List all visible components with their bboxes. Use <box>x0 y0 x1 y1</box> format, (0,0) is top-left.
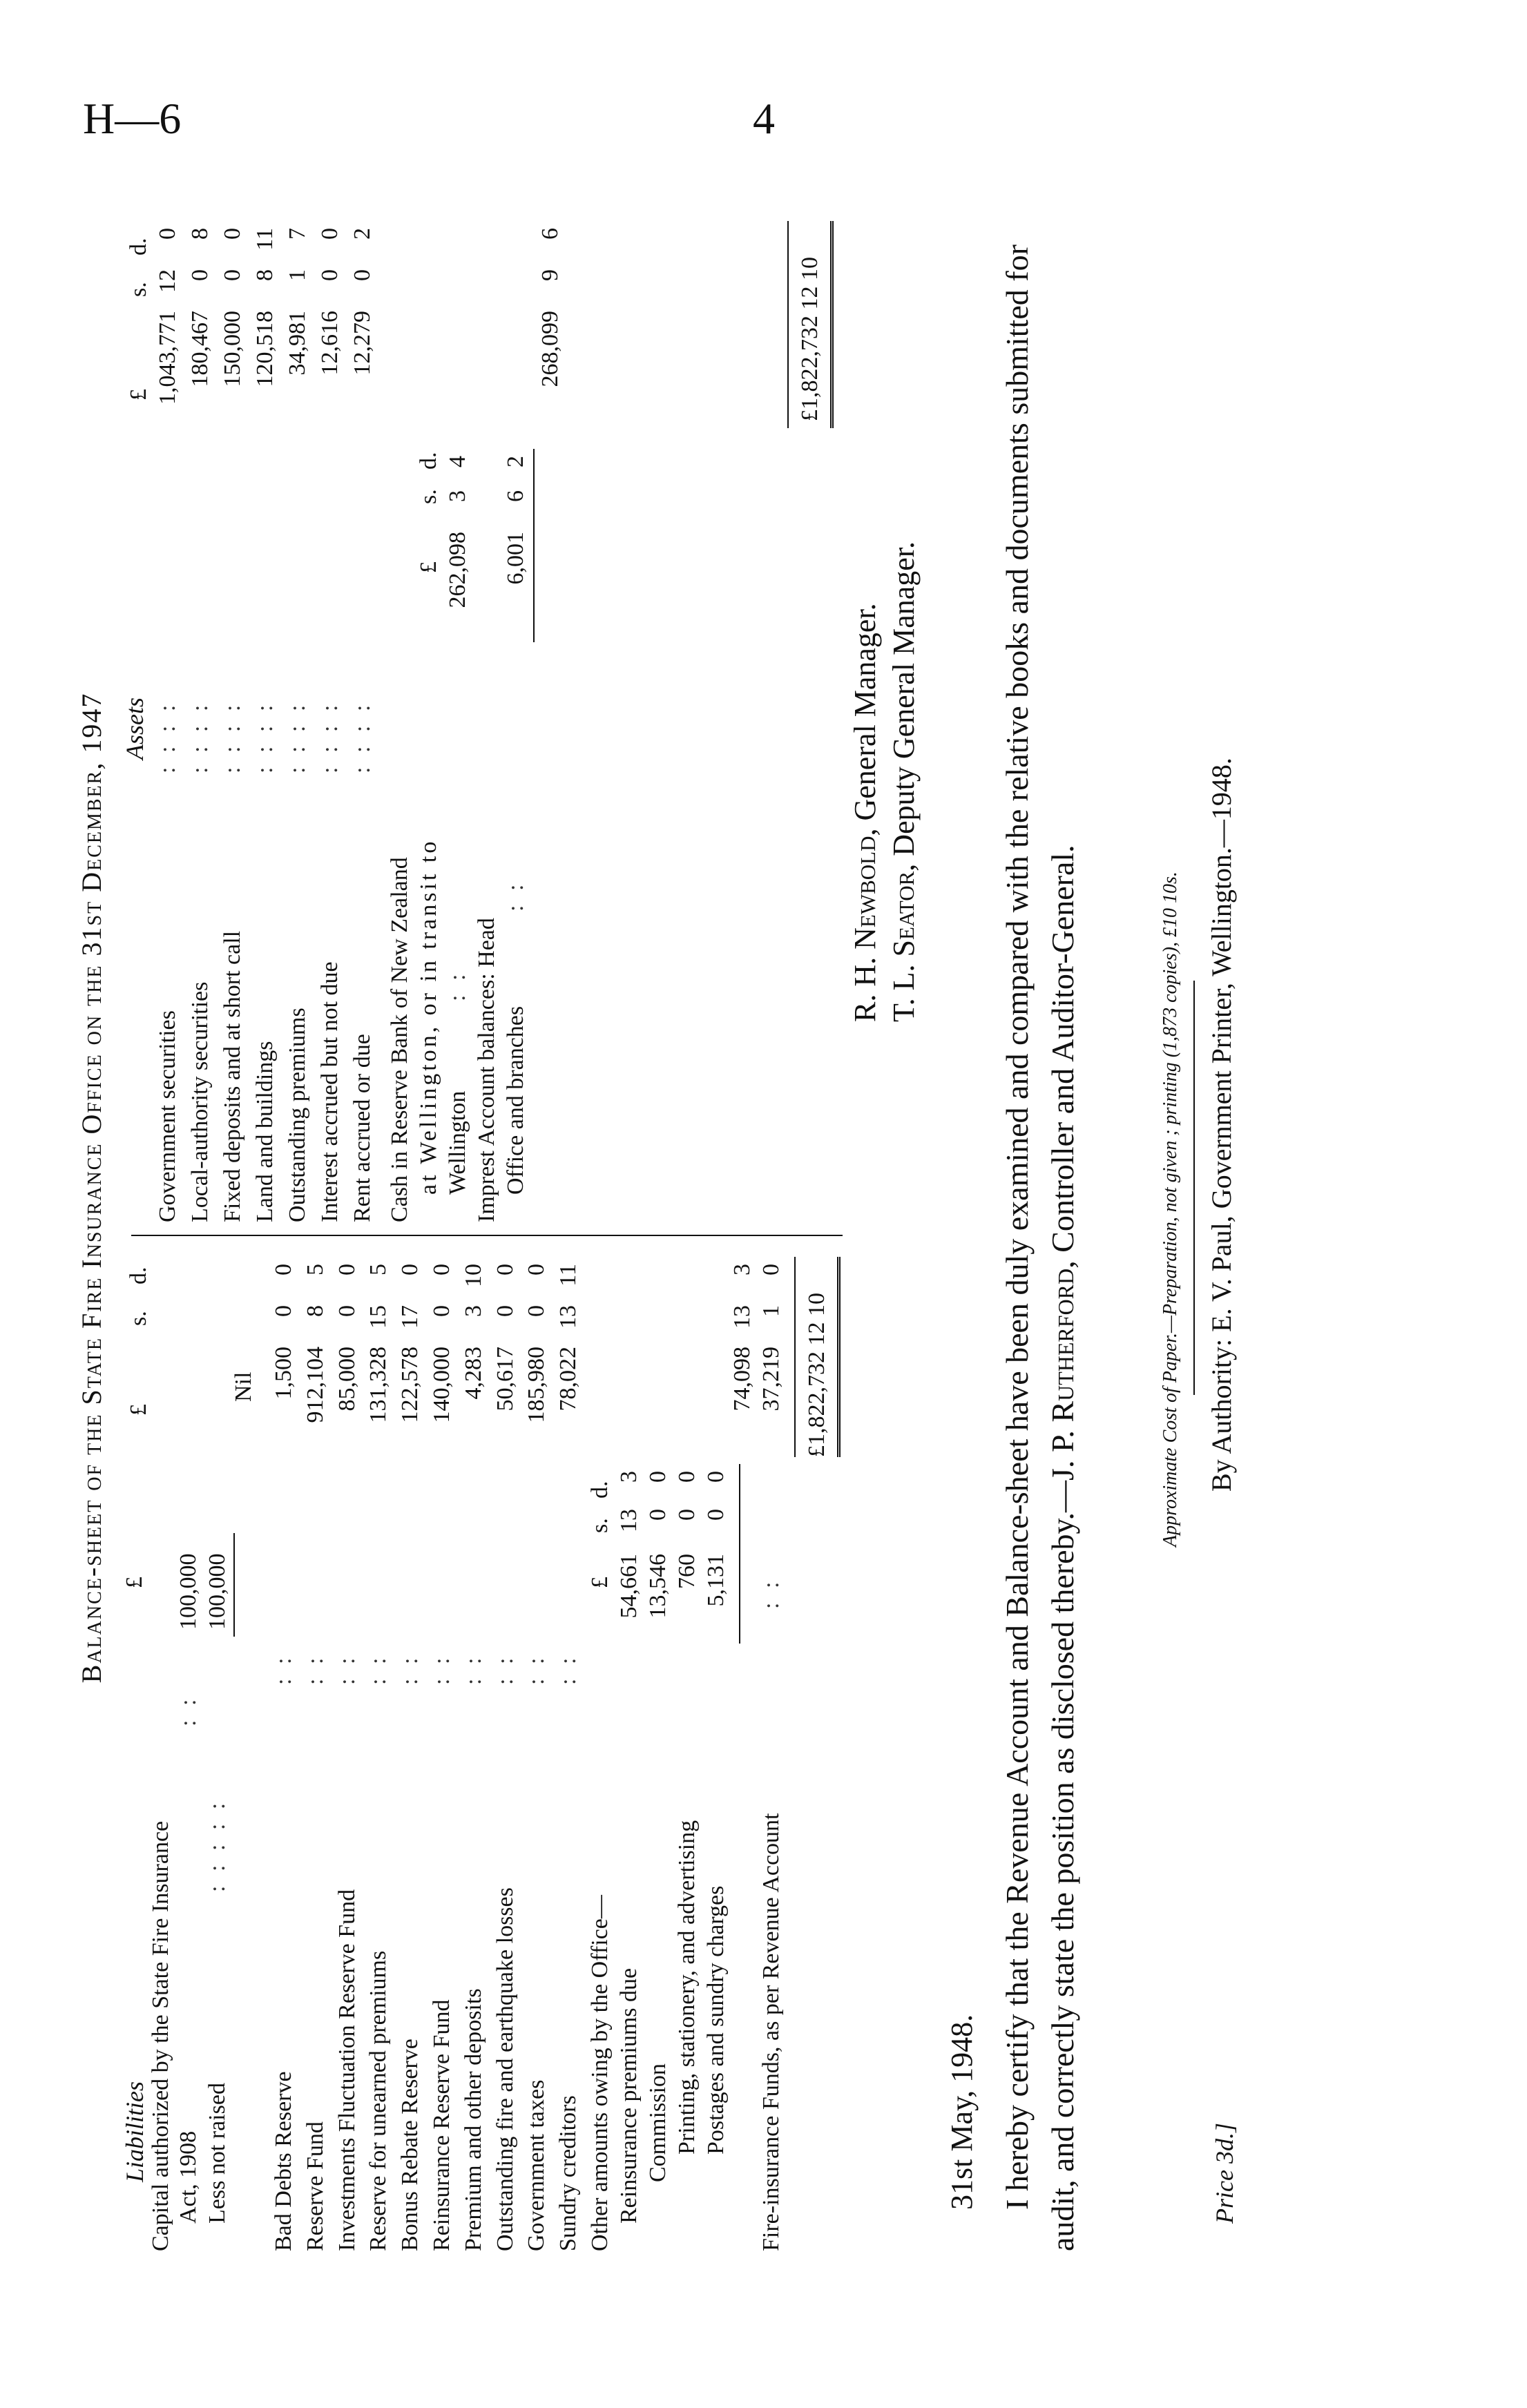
capital-line-2: Act, 1908 <box>175 2130 201 2224</box>
cash-line-3: Wellington <box>445 1090 470 1195</box>
liability-pence: 0 <box>397 1264 423 1275</box>
certificate-date: 31st May, 1948. <box>945 2014 979 2210</box>
fire-funds-label: Fire-insurance Funds, as per Revenue Account <box>758 1813 784 2251</box>
liability-pounds: 185,980 <box>524 1347 550 1423</box>
other-amount-pounds: 54,661 <box>616 1554 642 1619</box>
liability-shillings: 0 <box>334 1305 360 1317</box>
assets-grand-total: £1,822,732 12 10 <box>797 257 823 421</box>
asset-label: Interest accrued but not due <box>317 961 343 1222</box>
liabilities-pound-header: £ <box>126 1404 151 1416</box>
page-number: 4 <box>753 94 775 143</box>
imprest-line-1: Imprest Account balances: Head <box>474 918 499 1222</box>
liability-label: Investments Fluctuation Reserve Fund <box>334 1889 360 2251</box>
cash-line-1: Cash in Reserve Bank of New Zealand <box>387 857 412 1222</box>
liability-pence: 5 <box>365 1264 392 1275</box>
assets-heading: Assets <box>121 697 148 760</box>
leader-dots: : : <box>758 1577 784 1609</box>
liability-label: Bonus Rebate Reserve <box>397 2039 423 2251</box>
asset-pence: 11 <box>252 228 278 251</box>
cash-total-shillings: 9 <box>537 269 563 281</box>
liabilities-total-rule <box>794 1257 796 1457</box>
liability-shillings: 0 <box>429 1305 454 1317</box>
leader-dots: : : <box>271 1653 296 1685</box>
liability-pence: 11 <box>555 1264 582 1287</box>
asset-shillings: 0 <box>187 269 213 281</box>
document-title: Balance-sheet of the State Fire Insurance Office on the 31st December, 1947 <box>76 692 107 1684</box>
other-amounts-label: Other amounts owing by the Office— <box>587 1895 613 2251</box>
asset-shillings: 1 <box>285 269 310 281</box>
asset-pounds: 12,616 <box>317 311 343 376</box>
liability-label: Government taxes <box>524 2079 550 2251</box>
other-amount-pence: 3 <box>616 1471 642 1483</box>
asset-label: Rent accrued or due <box>349 1034 375 1222</box>
asset-label: Local-authority securities <box>187 981 213 1222</box>
leader-dots: : : <box>334 1653 360 1685</box>
other-pence-header: d. <box>587 1481 613 1499</box>
other-pound-header: £ <box>587 1577 613 1588</box>
other-amount-pounds: 5,131 <box>703 1554 729 1607</box>
other-amount-shillings: 13 <box>616 1509 642 1532</box>
imprest-amount-pence: 2 <box>503 456 528 468</box>
liability-label: Reinsurance Reserve Fund <box>429 1999 454 2251</box>
leader-dots: : : <box>460 1653 486 1685</box>
leader-dots: : : <box>524 1653 550 1685</box>
liabilities-capital-pound-header: £ <box>122 1577 147 1588</box>
cash-amount-shillings: 3 <box>445 490 470 502</box>
other-amount-pence: 0 <box>703 1471 729 1483</box>
asset-label: Government securities <box>155 1010 180 1222</box>
cash-total-pence: 6 <box>537 228 563 240</box>
cash-sub-pound-header: £ <box>416 561 441 573</box>
assets-pence-header: d. <box>126 238 151 256</box>
cash-sub-shilling-header: s. <box>416 489 441 504</box>
asset-label: Outstanding premiums <box>285 1008 310 1222</box>
other-amount-pence: 0 <box>674 1471 700 1483</box>
leader-dots: : : <box>429 1653 454 1685</box>
other-amount-pounds: 13,546 <box>645 1554 671 1619</box>
cash-total-pounds: 268,099 <box>537 311 563 387</box>
fire-funds-pounds: 37,219 <box>758 1347 784 1412</box>
leader-dots: : : <box>175 1695 201 1726</box>
cash-amount-pence: 4 <box>445 456 470 468</box>
liability-pounds: 85,000 <box>334 1347 360 1412</box>
liability-shillings: 3 <box>460 1305 486 1317</box>
asset-pence: 0 <box>220 228 245 240</box>
price: Price 3d.] <box>1211 2123 1238 2224</box>
imprest-amount-pounds: 6,001 <box>503 532 528 585</box>
cost-of-paper-note: Approximate Cost of Paper.—Preparation, not given ; printing (1,873 copies), £10 10s. <box>1160 871 1181 1547</box>
capital-rule <box>233 1533 235 1637</box>
liability-label: Outstanding fire and earthquake losses <box>492 1887 518 2251</box>
asset-label: Land and buildings <box>252 1041 278 1222</box>
signatory-deputy-general-manager: T. L. Seator, Deputy General Manager. <box>887 541 921 1022</box>
capital-authorized-amount: 100,000 <box>175 1553 201 1630</box>
leader-dots: : : <box>445 970 470 1001</box>
fire-funds-shillings: 1 <box>758 1305 784 1317</box>
other-total-pounds: 74,098 <box>729 1347 755 1412</box>
cash-line-2: at Wellington, or in transit to <box>416 838 441 1195</box>
asset-shillings: 0 <box>220 269 245 281</box>
leader-dots: : : <box>397 1653 423 1685</box>
leader-dots: : : <box>492 1653 518 1685</box>
cash-amount-pounds: 262,098 <box>445 532 470 608</box>
capital-line-3: Less not raised <box>204 2083 230 2224</box>
asset-shillings: 0 <box>349 269 375 281</box>
leader-dots: : : : : <box>349 700 375 773</box>
asset-pounds: 12,279 <box>349 311 375 376</box>
liability-pounds: 1,500 <box>271 1347 296 1400</box>
assets-double-rule <box>830 221 834 428</box>
cash-sub-pence-header: d. <box>416 452 441 470</box>
liability-shillings: 8 <box>302 1305 328 1317</box>
liability-pounds: 140,000 <box>429 1347 454 1423</box>
liabilities-heading: Liabilities <box>121 2081 148 2182</box>
leader-dots: : : : : <box>155 700 180 773</box>
printer-authority: By Authority: E. V. Paul, Government Printer, Wellington.—1948. <box>1206 758 1237 1492</box>
leader-dots: : : : : <box>317 700 343 773</box>
other-amount-label: Commission <box>645 2063 671 2182</box>
asset-pounds: 180,467 <box>187 311 213 387</box>
asset-pounds: 34,981 <box>285 311 310 376</box>
liability-pounds: 912,104 <box>302 1347 328 1423</box>
other-amount-pounds: 760 <box>674 1554 700 1589</box>
liabilities-pence-header: d. <box>126 1266 151 1284</box>
asset-pence: 7 <box>285 228 310 240</box>
liability-pence: 0 <box>271 1264 296 1275</box>
other-amount-label: Printing, stationery, and advertising <box>674 1820 700 2155</box>
other-shilling-header: s. <box>587 1518 613 1533</box>
liability-pence: 5 <box>302 1264 328 1275</box>
capital-not-raised-amount: 100,000 <box>204 1553 230 1630</box>
liability-label: Reserve for unearned premiums <box>365 1950 392 2251</box>
imprest-amount-shillings: 6 <box>503 490 528 502</box>
other-total-shillings: 13 <box>729 1305 755 1329</box>
liabilities-double-rule <box>837 1257 841 1457</box>
leader-dots: : : <box>365 1653 392 1685</box>
asset-shillings: 0 <box>317 269 343 281</box>
liability-shillings: 17 <box>397 1305 423 1329</box>
assets-shilling-header: s. <box>126 282 151 297</box>
cash-subtotal-rule <box>533 449 535 642</box>
other-amount-label: Reinsurance premiums due <box>616 1967 642 2224</box>
liability-pence: 0 <box>492 1264 518 1275</box>
liability-shillings: 0 <box>492 1305 518 1317</box>
leader-dots: : : <box>555 1653 582 1685</box>
liability-label: Premium and other deposits <box>460 1988 486 2251</box>
column-divider <box>131 1235 843 1236</box>
liabilities-grand-total: £1,822,732 12 10 <box>804 1293 829 1457</box>
asset-shillings: 12 <box>155 269 180 293</box>
leader-dots: : : : : : <box>204 1798 230 1892</box>
leader-dots: : : : : <box>187 700 213 773</box>
fire-funds-pence: 0 <box>758 1264 784 1275</box>
assets-pound-header: £ <box>126 389 151 401</box>
liability-label: Bad Debts Reserve <box>271 2071 296 2251</box>
liability-label: Sundry creditors <box>555 2095 582 2251</box>
liability-shillings: 13 <box>555 1305 582 1329</box>
asset-pence: 0 <box>155 228 180 240</box>
asset-shillings: 8 <box>252 269 278 281</box>
liability-shillings: 0 <box>271 1305 296 1317</box>
leader-dots: : : <box>302 1653 328 1685</box>
leader-dots: : : : : <box>285 700 310 773</box>
other-amount-shillings: 0 <box>645 1509 671 1521</box>
other-amount-shillings: 0 <box>674 1509 700 1521</box>
liability-pounds: 50,617 <box>492 1347 518 1412</box>
asset-pounds: 120,518 <box>252 311 278 387</box>
page-reference: H—6 <box>83 94 182 143</box>
leader-dots: : : <box>503 880 528 912</box>
asset-pence: 8 <box>187 228 213 240</box>
liability-shillings: 0 <box>524 1305 550 1317</box>
other-amount-pence: 0 <box>645 1471 671 1483</box>
leader-dots: : : : : <box>220 700 245 773</box>
other-amount-shillings: 0 <box>703 1509 729 1521</box>
liability-pence: 0 <box>524 1264 550 1275</box>
other-total-pence: 3 <box>729 1264 755 1275</box>
assets-total-rule <box>787 221 789 428</box>
leader-dots: : : : : <box>252 700 278 773</box>
signatory-general-manager: R. H. Newbold, General Manager. <box>848 603 882 1022</box>
asset-pounds: 150,000 <box>220 311 245 387</box>
rotated-page-body <box>76 138 1257 2251</box>
liability-pounds: 78,022 <box>555 1347 582 1412</box>
liability-pence: 10 <box>460 1264 486 1287</box>
liability-label: Reserve Fund <box>302 2121 328 2251</box>
imprest-line-2: Office and branches <box>503 1005 528 1195</box>
liability-pounds: 122,578 <box>397 1347 423 1423</box>
asset-label: Fixed deposits and at short call <box>220 930 245 1222</box>
liability-shillings: 15 <box>365 1305 392 1329</box>
capital-nil: Nil <box>231 1371 256 1402</box>
liability-pounds: 131,328 <box>365 1347 392 1423</box>
liability-pence: 0 <box>429 1264 454 1275</box>
liability-pounds: 4,283 <box>460 1347 486 1400</box>
liability-pence: 0 <box>334 1264 360 1275</box>
other-amount-label: Postages and sundry charges <box>703 1885 729 2155</box>
audit-certificate: I hereby certify that the Revenue Account and Balance-sheet have been duly examined and compared with the relative books and documents submitted for audit, and correctly state the position as disclosed thereby.—J. P. Rutherford, Controller and Auditor-General. <box>999 244 1080 2251</box>
asset-pence: 0 <box>317 228 343 240</box>
capital-line-1: Capital authorized by the State Fire Insurance <box>148 1820 173 2251</box>
authority-rule <box>1193 981 1195 1395</box>
asset-pounds: 1,043,771 <box>155 311 180 405</box>
liabilities-shilling-header: s. <box>126 1311 151 1326</box>
asset-pence: 2 <box>349 228 375 240</box>
other-subtotal-rule <box>739 1464 740 1644</box>
